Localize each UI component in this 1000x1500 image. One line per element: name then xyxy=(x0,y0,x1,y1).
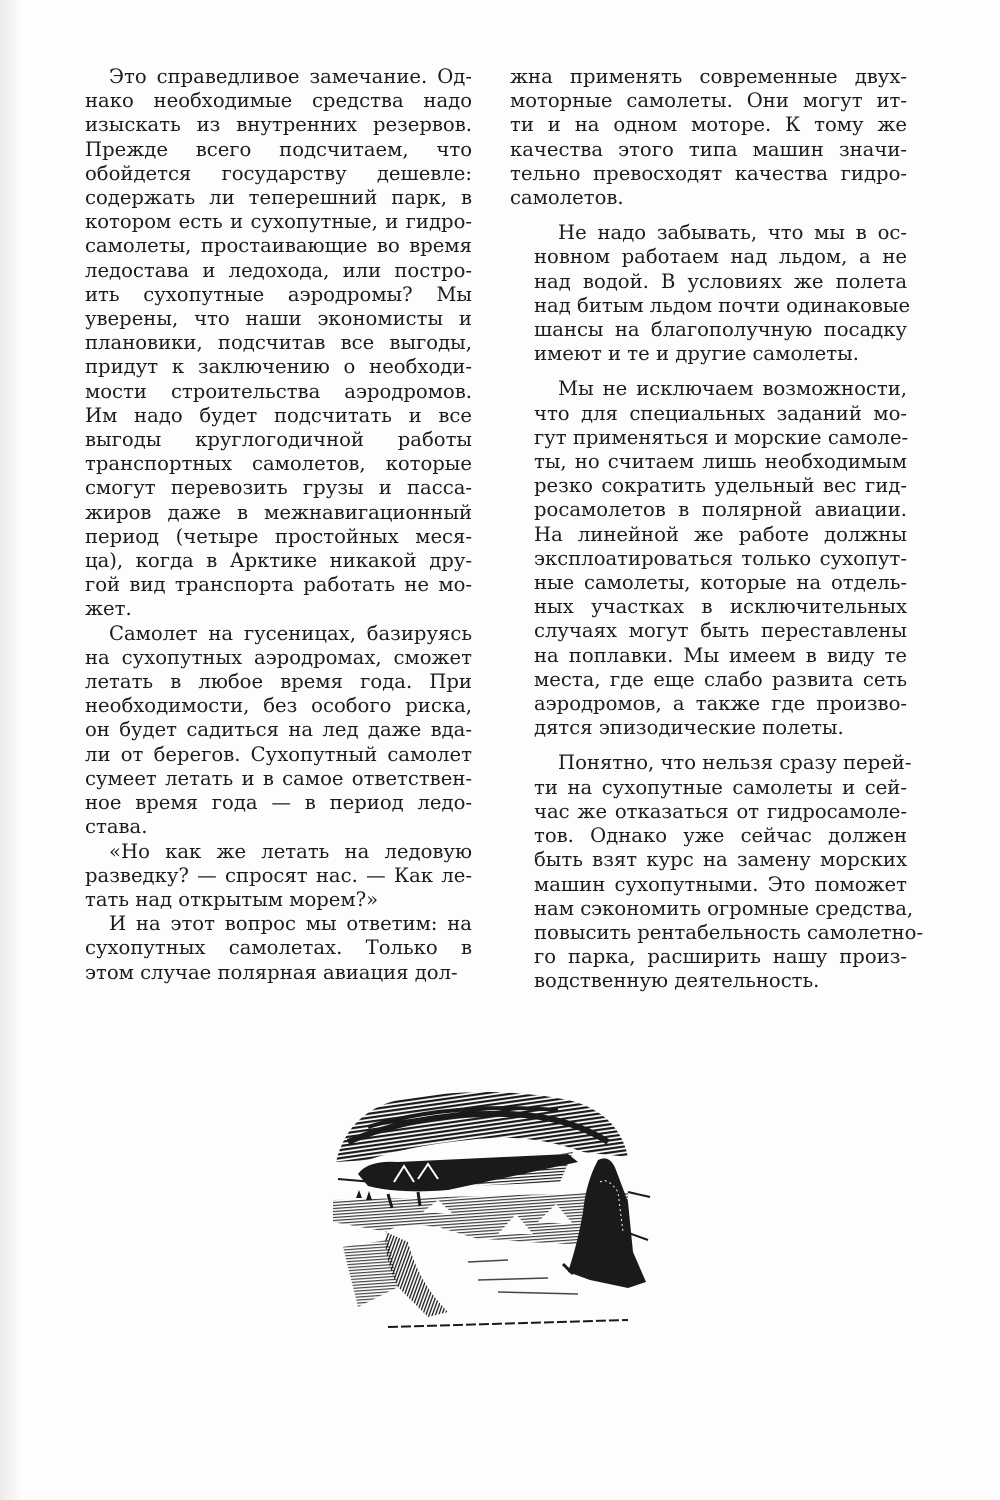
left-text-column xyxy=(61,65,472,985)
text-line: период (четыре простойных меся- xyxy=(85,524,472,548)
text-line: самолеты, простаивающие во время xyxy=(85,234,472,258)
paragraph xyxy=(61,622,472,840)
text-line: «Но как же летать на ледовую xyxy=(109,839,472,863)
text-line: росамолетов в полярной авиации. xyxy=(534,498,907,522)
text-line: Им надо будет подсчитать и все xyxy=(85,403,472,427)
text-line: нако необходимые средства надо xyxy=(85,89,472,113)
text-line: става. xyxy=(85,815,148,839)
text-line: над битым льдом почти одинаковые xyxy=(534,293,911,317)
text-line: резко сократить удельный вес гид- xyxy=(534,474,907,498)
text-line: плановики, подсчитав все выгоды, xyxy=(85,331,472,355)
text-line: ты, но считаем лишь необходимым xyxy=(534,450,907,474)
paragraph xyxy=(510,65,907,210)
text-line: час же отказаться от гидросамоле- xyxy=(534,799,907,823)
text-line: самолетов. xyxy=(510,186,624,210)
text-line: тов. Однако уже сейчас должен xyxy=(534,824,907,848)
text-line: го парка, расширить нашу произ- xyxy=(534,945,907,969)
text-line: быть взят курс на замену морских xyxy=(534,848,907,872)
text-line: разведку? — спросят нас. — Как ле- xyxy=(85,863,472,887)
text-line: содержать ли теперешний парк, в xyxy=(85,186,472,210)
text-line: ных участках в исключительных xyxy=(534,595,907,619)
text-line: ное время года — в период ледо- xyxy=(85,791,472,815)
text-line: на сухопутных аэродромах, сможет xyxy=(85,645,472,669)
text-line: придут к заключению о необходи- xyxy=(85,355,472,379)
text-line: уверены, что наши экономисты и xyxy=(85,307,472,331)
text-line: машин сухопутными. Это поможет xyxy=(534,872,907,896)
text-line: повысить рентабельность самолетно- xyxy=(534,920,924,944)
paragraph xyxy=(510,221,911,366)
text-line: ти на сухопутные самолеты и сей- xyxy=(534,775,907,799)
text-line: ить сухопутные аэродромы? Мы xyxy=(85,282,472,306)
text-line: летать в любое время года. При xyxy=(85,670,472,694)
text-line: Это справедливое замечание. Од- xyxy=(109,65,472,88)
text-line: дятся эпизодические полеты. xyxy=(534,716,844,740)
text-line: жиров даже в межнавигационный xyxy=(85,500,472,524)
text-line: транспортных самолетов, которые xyxy=(85,452,472,476)
text-line: Самолет на гусеницах, базируясь xyxy=(109,621,472,645)
text-line: новном работаем над льдом, а не xyxy=(534,245,907,269)
engraving-illustration xyxy=(328,1082,670,1347)
paragraph xyxy=(510,751,924,993)
text-line: эксплоатироваться только сухопут- xyxy=(534,546,907,570)
text-line: Прежде всего подсчитаем, что xyxy=(85,137,472,161)
text-line: над водой. В условиях же полета xyxy=(534,269,907,293)
text-line: на поплавки. Мы имеем в виду те xyxy=(534,643,907,667)
text-line: И на этот вопрос мы ответим: на xyxy=(109,912,472,936)
text-line: ли от берегов. Сухопутный самолет xyxy=(85,742,472,766)
text-line: ца), когда в Арктике никакой дру- xyxy=(85,549,472,573)
text-line: он будет садиться на лед даже вда- xyxy=(85,718,472,742)
text-line: моторные самолеты. Они могут ит- xyxy=(510,89,907,113)
text-line: тать над открытым морем?» xyxy=(85,887,379,911)
text-line: необходимости, без особого риска, xyxy=(85,694,472,718)
text-line: Понятно, что нельзя сразу перей- xyxy=(558,751,912,775)
text-line: что для специальных заданий мо- xyxy=(534,401,907,425)
text-line: смогут перевозить грузы и пасса- xyxy=(85,476,472,500)
text-line: выгоды круглогодичной работы xyxy=(85,428,472,452)
text-line: Не надо забывать, что мы в ос- xyxy=(558,221,907,245)
text-line: гут применяться и морские самоле- xyxy=(534,425,909,449)
text-line: тельно превосходят качества гидро- xyxy=(510,161,907,185)
text-line: изыскать из внутренних резервов. xyxy=(85,113,472,137)
text-line: шансы на благополучную посадку xyxy=(534,318,907,342)
text-line: жет. xyxy=(85,597,132,621)
text-line: котором есть и сухопутные, и гидро- xyxy=(85,210,472,234)
paragraph xyxy=(61,840,472,913)
text-line: ледостава и ледохода, или постро- xyxy=(85,258,472,282)
arctic-airplane-engraving xyxy=(328,1082,670,1347)
text-line: обойдется государству дешевле: xyxy=(85,161,472,185)
text-line: случаях могут быть переставлены xyxy=(534,619,907,643)
text-line: имеют и те и другие самолеты. xyxy=(534,342,859,366)
page-gutter-shadow xyxy=(0,0,22,1500)
text-line: ные самолеты, которые на отдель- xyxy=(534,571,907,595)
text-line: аэродромов, а также где произво- xyxy=(534,692,907,716)
right-text-column xyxy=(510,65,924,994)
text-line: нам сэкономить огромные средства, xyxy=(534,896,914,920)
text-line: гой вид транспорта работать не мо- xyxy=(85,573,472,597)
text-line: Мы не исключаем возможности, xyxy=(558,377,907,401)
text-line: водственную деятельность. xyxy=(534,969,820,993)
text-line: мости строительства аэродромов. xyxy=(85,379,472,403)
paragraph xyxy=(61,912,472,985)
text-line: качества этого типа машин значи- xyxy=(510,137,907,161)
paragraph xyxy=(61,65,472,622)
text-line: жна применять современные двух- xyxy=(510,65,907,88)
text-line: сумеет летать и в самое ответствен- xyxy=(85,766,472,790)
text-line: сухопутных самолетах. Только в xyxy=(85,936,472,960)
text-line: места, где еще слабо развита сеть xyxy=(534,667,907,691)
distant-figures xyxy=(356,1190,372,1200)
text-line: На линейной же работе должны xyxy=(534,522,907,546)
text-line: этом случае полярная авиация дол- xyxy=(85,960,458,984)
paragraph xyxy=(510,377,907,740)
text-line: ти и на одном моторе. К тому же xyxy=(510,113,907,137)
